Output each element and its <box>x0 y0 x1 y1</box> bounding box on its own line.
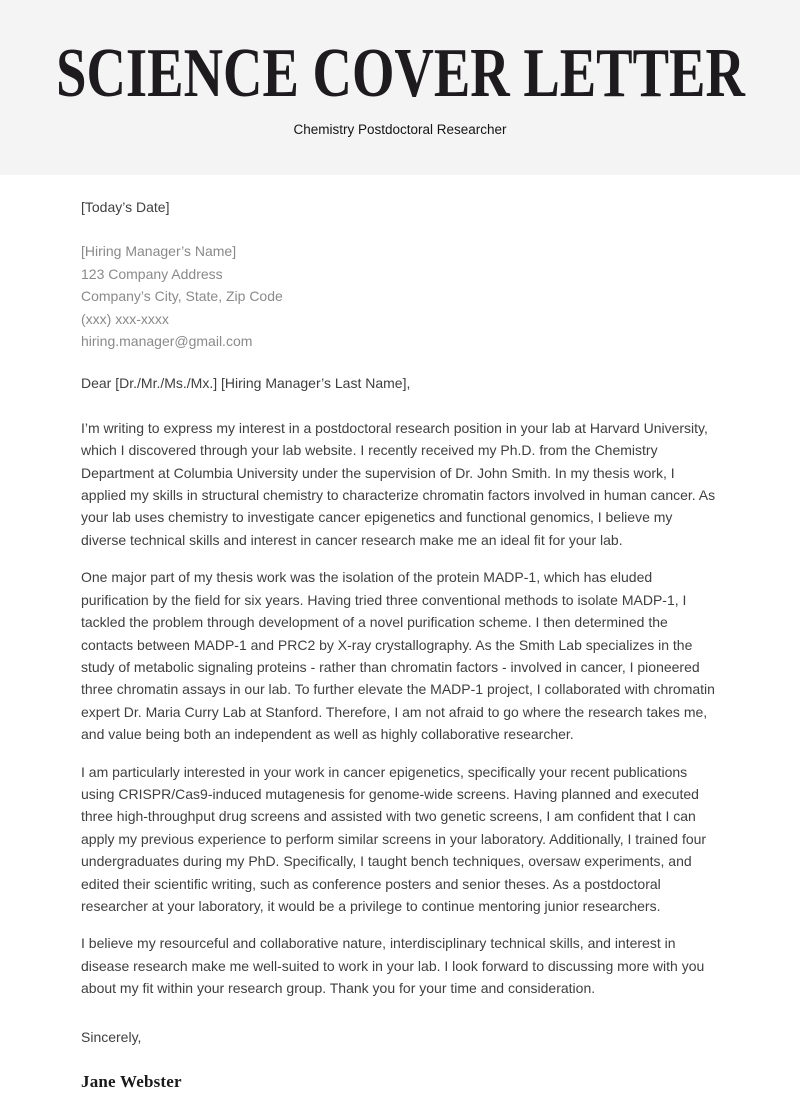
closing-line: Sincerely, <box>81 1028 142 1045</box>
paragraph-intro: I’m writing to express my interest in a postdoctoral research position in your lab at Harvard University, which I discovered through your lab website. I recently received my Ph.D. from the Chemistry Department at Columbia University under the supervision of Dr. John Smith. In my thesis work, I applied my skills in structural chemistry to characterize chromatin factors involved in human cancer. As your lab uses chemistry to investigate cancer epigenetics and functional genomics, I believe my diverse technical skills and interest in cancer research make me an ideal fit for your lab. <box>81 419 716 548</box>
paragraph-thesis-work: One major part of my thesis work was the isolation of the protein MADP-1, which has eluded purification by the field for six years. Having tried three conventional methods to isolate MADP-1, I tackled the problem through development of a novel purification scheme. I then determined the contacts between MADP-1 and PRC2 by X-ray crystallography. As the Smith Lab specializes in the study of metabolic signaling proteins - rather than chromatin factors - involved in cancer, I pioneered three chromatin assays in our lab. To further elevate the MADP-1 project, I collaborated with chromatin expert Dr. Maria Curry Lab at Stanford. Therefore, I am not afraid to go where the research takes me, and value being both an independent as well as highly collaborative researcher. <box>81 569 715 743</box>
paragraph-lab-interest: I am particularly interested in your work in cancer epigenetics, specifically your recent publications using CRISPR/Cas9-induced mutagenesis for genome-wide screens. Having planned and executed three high-throughput drug screens and assisted with two genetic screens, I am confident that I can apply my previous experience to perform similar screens in your laboratory. Additionally, I trained four undergraduates during my PhD. Specifically, I taught bench techniques, oversaw experiments, and edited their scientific writing, such as conference posters and senior theses. As a postdoctoral researcher at your laboratory, it would be a privilege to continue mentoring junior researchers. <box>81 763 707 914</box>
page-title: SCIENCE COVER LETTER <box>55 35 745 112</box>
recipient-phone: (xxx) xxx-xxxx <box>81 310 169 327</box>
recipient-city-state-zip: Company’s City, State, Zip Code <box>81 288 283 305</box>
letter-masthead <box>0 0 800 175</box>
salutation: Dear [Dr./Mr./Ms./Mx.] [Hiring Manager’s Last Name], <box>81 375 411 392</box>
recipient-email: hiring.manager@gmail.com <box>81 333 253 350</box>
signature-name: Jane Webster <box>81 1072 182 1091</box>
letter-body <box>0 175 800 1093</box>
title-wrap <box>0 35 800 112</box>
date-placeholder: [Today’s Date] <box>81 199 170 215</box>
paragraph-conclusion: I believe my resourceful and collaborative nature, interdisciplinary technical skills, and interest in disease research make me well-suited to work in your lab. I look forward to discussing more with you about my fit within your research group. Thank you for your time and consideration. <box>81 935 705 997</box>
recipient-address: 123 Company Address <box>81 265 223 282</box>
recipient-name: [Hiring Manager’s Name] <box>81 243 237 260</box>
recipient-block <box>81 240 718 352</box>
page-subtitle: Chemistry Postdoctoral Researcher <box>293 122 507 137</box>
